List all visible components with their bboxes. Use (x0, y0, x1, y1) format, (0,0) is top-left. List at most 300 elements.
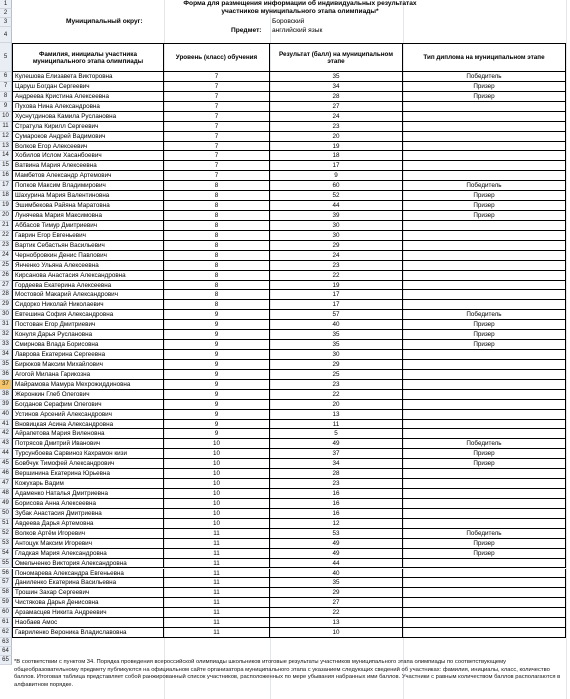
table-cell-name[interactable]: Арзамасцев Никита Андреевич (12, 608, 164, 618)
row-header[interactable]: 1 (0, 0, 12, 9)
table-cell-grade[interactable]: 8 (164, 221, 270, 231)
table-cell-score[interactable]: 16 (270, 489, 403, 499)
table-cell-score[interactable]: 17 (270, 300, 403, 310)
table-cell-type[interactable]: Призер (403, 459, 566, 469)
table-cell-grade[interactable]: 7 (164, 72, 270, 82)
table-cell-type[interactable] (403, 479, 566, 489)
row-header[interactable]: 39 (0, 400, 12, 410)
table-cell-grade[interactable]: 11 (164, 618, 270, 628)
table-cell-grade[interactable]: 11 (164, 569, 270, 579)
table-cell-score[interactable]: 23 (270, 261, 403, 271)
table-cell-grade[interactable]: 8 (164, 241, 270, 251)
row-header[interactable]: 4 (0, 27, 12, 43)
row-header[interactable]: 58 (0, 588, 12, 598)
table-cell-type[interactable] (403, 519, 566, 529)
table-cell-score[interactable]: 35 (270, 330, 403, 340)
table-cell-name[interactable]: Наобаев Амос (12, 618, 164, 628)
table-cell-name[interactable]: Айрапетова Мария Виленовна (12, 429, 164, 439)
table-cell-score[interactable]: 29 (270, 588, 403, 598)
table-cell-type[interactable]: Победитель (403, 72, 566, 82)
table-cell-name[interactable]: Хобилов Ислом Хасанбоевич (12, 151, 164, 161)
table-cell-name[interactable]: Евтешина София Александровна (12, 310, 164, 320)
table-cell-score[interactable]: 18 (270, 151, 403, 161)
district-value[interactable]: Боровский (272, 18, 305, 25)
table-cell-score[interactable]: 24 (270, 251, 403, 261)
row-header[interactable]: 22 (0, 231, 12, 241)
row-header[interactable]: 42 (0, 429, 12, 439)
table-cell-grade[interactable]: 10 (164, 449, 270, 459)
table-cell-score[interactable]: 30 (270, 350, 403, 360)
row-header[interactable]: 60 (0, 608, 12, 618)
table-cell-score[interactable]: 49 (270, 439, 403, 449)
row-header[interactable]: 55 (0, 559, 12, 569)
row-header[interactable]: 24 (0, 251, 12, 261)
table-cell-grade[interactable]: 9 (164, 320, 270, 330)
table-cell-grade[interactable]: 8 (164, 290, 270, 300)
table-cell-name[interactable]: Агогой Милана Гарикозна (12, 370, 164, 380)
table-cell-type[interactable] (403, 300, 566, 310)
table-cell-score[interactable]: 35 (270, 72, 403, 82)
table-cell-grade[interactable]: 7 (164, 161, 270, 171)
table-cell-type[interactable] (403, 112, 566, 122)
table-cell-grade[interactable]: 7 (164, 82, 270, 92)
table-cell-score[interactable]: 25 (270, 370, 403, 380)
row-header[interactable]: 49 (0, 499, 12, 509)
table-cell-type[interactable] (403, 509, 566, 519)
table-cell-name[interactable]: Хуснутдинова Камила Руслановна (12, 112, 164, 122)
table-cell-type[interactable]: Призер (403, 539, 566, 549)
table-cell-score[interactable]: 27 (270, 598, 403, 608)
row-header[interactable]: 5 (0, 43, 12, 72)
table-cell-score[interactable]: 40 (270, 320, 403, 330)
table-cell-name[interactable]: Шахурина Мария Валентиновна (12, 191, 164, 201)
table-cell-score[interactable]: 44 (270, 559, 403, 569)
table-cell-grade[interactable]: 8 (164, 201, 270, 211)
table-cell-type[interactable] (403, 588, 566, 598)
table-cell-score[interactable]: 60 (270, 181, 403, 191)
table-cell-score[interactable]: 22 (270, 608, 403, 618)
table-cell-grade[interactable]: 7 (164, 142, 270, 152)
table-cell-grade[interactable]: 8 (164, 191, 270, 201)
header-grade[interactable]: Уровень (класс) обучения (164, 43, 270, 72)
table-cell-name[interactable]: Мостовой Макарий Александрович (12, 290, 164, 300)
row-header[interactable]: 18 (0, 191, 12, 201)
table-cell-type[interactable] (403, 598, 566, 608)
table-cell-type[interactable] (403, 251, 566, 261)
table-cell-type[interactable] (403, 221, 566, 231)
table-cell-score[interactable]: 11 (270, 420, 403, 430)
table-cell-grade[interactable]: 7 (164, 112, 270, 122)
table-cell-name[interactable]: Авдеева Дарья Артемовна (12, 519, 164, 529)
table-cell-grade[interactable]: 8 (164, 261, 270, 271)
row-header[interactable]: 29 (0, 300, 12, 310)
table-cell-grade[interactable]: 9 (164, 330, 270, 340)
table-cell-type[interactable] (403, 410, 566, 420)
header-name[interactable]: Фамилия, инициалы участника муниципального этапа олимпиады (12, 43, 164, 72)
table-cell-name[interactable]: Гавриленко Вероника Владиславовна (12, 628, 164, 638)
row-header[interactable]: 27 (0, 281, 12, 291)
table-cell-type[interactable] (403, 132, 566, 142)
row-header[interactable]: 52 (0, 529, 12, 539)
table-cell-name[interactable]: Антоцук Максим Игоревич (12, 539, 164, 549)
table-cell-type[interactable] (403, 489, 566, 499)
table-cell-name[interactable]: Бовбчук Тимофей Александрович (12, 459, 164, 469)
table-cell-name[interactable]: Борисова Анна Алексеевна (12, 499, 164, 509)
table-cell-type[interactable]: Призер (403, 320, 566, 330)
table-cell-name[interactable]: Волков Егор Алексеевич (12, 142, 164, 152)
table-cell-name[interactable]: Вартик Себастьян Васильевич (12, 241, 164, 251)
table-cell-grade[interactable]: 8 (164, 300, 270, 310)
table-cell-name[interactable]: Аббасов Тимур Дмитриевич (12, 221, 164, 231)
table-cell-type[interactable] (403, 171, 566, 181)
row-header[interactable]: 41 (0, 420, 12, 430)
table-cell-score[interactable]: 28 (270, 469, 403, 479)
table-cell-score[interactable]: 40 (270, 569, 403, 579)
table-cell-score[interactable]: 20 (270, 132, 403, 142)
table-cell-grade[interactable]: 10 (164, 489, 270, 499)
table-cell-type[interactable] (403, 559, 566, 569)
table-cell-score[interactable]: 27 (270, 102, 403, 112)
row-header[interactable]: 48 (0, 489, 12, 499)
table-cell-name[interactable]: Омельченко Виктория Александровна (12, 559, 164, 569)
table-cell-name[interactable]: Ватвина Мария Алексеевна (12, 161, 164, 171)
table-cell-score[interactable]: 34 (270, 82, 403, 92)
table-cell-type[interactable]: Призер (403, 191, 566, 201)
table-cell-grade[interactable]: 11 (164, 628, 270, 638)
table-cell-score[interactable]: 35 (270, 340, 403, 350)
table-cell-name[interactable]: Богданов Серафим Олегович (12, 400, 164, 410)
row-header[interactable]: 61 (0, 618, 12, 628)
table-cell-type[interactable] (403, 231, 566, 241)
table-cell-grade[interactable]: 9 (164, 429, 270, 439)
table-cell-score[interactable]: 20 (270, 400, 403, 410)
row-header[interactable]: 59 (0, 598, 12, 608)
subject-value[interactable]: английский язык (272, 27, 323, 34)
table-cell-name[interactable]: Эшимбекова Райяна Маратовна (12, 201, 164, 211)
table-cell-grade[interactable]: 10 (164, 459, 270, 469)
table-cell-type[interactable] (403, 608, 566, 618)
table-cell-score[interactable]: 28 (270, 92, 403, 102)
table-cell-type[interactable]: Призер (403, 92, 566, 102)
table-cell-grade[interactable]: 7 (164, 92, 270, 102)
table-cell-type[interactable] (403, 122, 566, 132)
table-cell-grade[interactable]: 9 (164, 360, 270, 370)
table-cell-name[interactable]: Потрясов Дмитрий Иванович (12, 439, 164, 449)
table-cell-score[interactable]: 23 (270, 380, 403, 390)
table-cell-name[interactable]: Сидорко Николай Николаевич (12, 300, 164, 310)
table-cell-score[interactable]: 34 (270, 459, 403, 469)
table-cell-grade[interactable]: 11 (164, 598, 270, 608)
row-header[interactable]: 57 (0, 578, 12, 588)
row-header[interactable]: 20 (0, 211, 12, 221)
row-header[interactable]: 47 (0, 479, 12, 489)
row-header[interactable]: 51 (0, 519, 12, 529)
row-header[interactable]: 63 (0, 638, 12, 647)
table-cell-score[interactable]: 39 (270, 211, 403, 221)
table-cell-name[interactable]: Чернобровкин Денис Павлович (12, 251, 164, 261)
header-type[interactable]: Тип диплома на муниципальном этапе (403, 43, 566, 72)
row-header[interactable]: 26 (0, 271, 12, 281)
table-cell-name[interactable]: Бирюков Максим Михайлович (12, 360, 164, 370)
header-score[interactable]: Результат (балл) на муниципальном этапе (270, 43, 403, 72)
table-cell-type[interactable] (403, 281, 566, 291)
table-cell-grade[interactable]: 7 (164, 102, 270, 112)
table-cell-score[interactable]: 16 (270, 509, 403, 519)
table-cell-score[interactable]: 52 (270, 191, 403, 201)
table-cell-score[interactable]: 22 (270, 271, 403, 281)
row-header[interactable]: 37 (0, 380, 12, 390)
row-header[interactable]: 64 (0, 647, 12, 656)
table-cell-grade[interactable]: 10 (164, 479, 270, 489)
table-cell-grade[interactable]: 8 (164, 271, 270, 281)
table-cell-grade[interactable]: 11 (164, 578, 270, 588)
table-cell-type[interactable]: Призер (403, 549, 566, 559)
row-header[interactable]: 10 (0, 112, 12, 122)
table-cell-grade[interactable]: 10 (164, 469, 270, 479)
table-cell-name[interactable]: Гаврин Егор Евгеньевич (12, 231, 164, 241)
table-cell-score[interactable]: 30 (270, 231, 403, 241)
row-header[interactable]: 17 (0, 181, 12, 191)
table-cell-score[interactable]: 19 (270, 142, 403, 152)
table-cell-score[interactable]: 44 (270, 201, 403, 211)
table-cell-score[interactable]: 9 (270, 171, 403, 181)
table-cell-grade[interactable]: 9 (164, 350, 270, 360)
table-cell-score[interactable]: 53 (270, 529, 403, 539)
row-header[interactable]: 12 (0, 132, 12, 142)
row-header[interactable]: 45 (0, 459, 12, 469)
row-header[interactable]: 50 (0, 509, 12, 519)
row-header[interactable]: 11 (0, 122, 12, 132)
row-header[interactable]: 32 (0, 330, 12, 340)
table-cell-type[interactable]: Призер (403, 449, 566, 459)
table-cell-score[interactable]: 35 (270, 578, 403, 588)
table-cell-type[interactable] (403, 261, 566, 271)
table-cell-name[interactable]: Гордеева Екатерина Алексеевна (12, 281, 164, 291)
table-cell-score[interactable]: 57 (270, 310, 403, 320)
table-cell-name[interactable]: Сумароков Андрей Вадимович (12, 132, 164, 142)
table-cell-type[interactable]: Победитель (403, 529, 566, 539)
row-header[interactable]: 23 (0, 241, 12, 251)
table-cell-type[interactable]: Призер (403, 82, 566, 92)
table-cell-grade[interactable]: 10 (164, 519, 270, 529)
table-cell-grade[interactable]: 9 (164, 380, 270, 390)
table-cell-grade[interactable]: 7 (164, 171, 270, 181)
table-cell-grade[interactable]: 10 (164, 499, 270, 509)
table-cell-type[interactable] (403, 380, 566, 390)
table-cell-type[interactable] (403, 400, 566, 410)
table-cell-type[interactable] (403, 578, 566, 588)
row-header[interactable]: 2 (0, 9, 12, 18)
table-cell-grade[interactable]: 8 (164, 281, 270, 291)
row-header[interactable]: 34 (0, 350, 12, 360)
table-cell-grade[interactable]: 10 (164, 439, 270, 449)
table-cell-type[interactable] (403, 469, 566, 479)
row-header[interactable]: 44 (0, 449, 12, 459)
table-cell-type[interactable]: Призер (403, 330, 566, 340)
table-cell-score[interactable]: 17 (270, 161, 403, 171)
table-cell-name[interactable]: Гладкая Мария Александровна (12, 549, 164, 559)
table-cell-name[interactable]: Царуш Богдан Сергеевич (12, 82, 164, 92)
table-cell-type[interactable] (403, 151, 566, 161)
table-cell-name[interactable]: Устинов Арсений Александрович (12, 410, 164, 420)
table-cell-grade[interactable]: 9 (164, 370, 270, 380)
table-cell-type[interactable] (403, 628, 566, 638)
table-cell-grade[interactable]: 9 (164, 310, 270, 320)
table-cell-grade[interactable]: 11 (164, 608, 270, 618)
table-cell-type[interactable] (403, 429, 566, 439)
table-cell-score[interactable]: 49 (270, 549, 403, 559)
row-header[interactable]: 31 (0, 320, 12, 330)
table-cell-grade[interactable]: 8 (164, 211, 270, 221)
table-cell-name[interactable]: Смирнова Влада Борисовна (12, 340, 164, 350)
row-header[interactable]: 56 (0, 569, 12, 579)
table-cell-name[interactable]: Стратула Кирилл Сергеевич (12, 122, 164, 132)
table-cell-score[interactable]: 13 (270, 618, 403, 628)
table-cell-score[interactable]: 16 (270, 499, 403, 509)
table-cell-grade[interactable]: 8 (164, 181, 270, 191)
table-cell-type[interactable] (403, 271, 566, 281)
table-cell-score[interactable]: 29 (270, 360, 403, 370)
table-cell-name[interactable]: Чистякова Дарья Денисовна (12, 598, 164, 608)
table-cell-grade[interactable]: 11 (164, 539, 270, 549)
table-cell-name[interactable]: Зубак Анастасия Дмитриевна (12, 509, 164, 519)
table-cell-score[interactable]: 49 (270, 539, 403, 549)
table-cell-type[interactable]: Победитель (403, 310, 566, 320)
table-cell-score[interactable]: 37 (270, 449, 403, 459)
table-cell-grade[interactable]: 11 (164, 549, 270, 559)
table-cell-score[interactable]: 30 (270, 221, 403, 231)
table-cell-name[interactable]: Лунячева Мария Максимовна (12, 211, 164, 221)
table-cell-name[interactable]: Кожухарь Вадим (12, 479, 164, 489)
table-cell-score[interactable]: 22 (270, 390, 403, 400)
table-cell-name[interactable]: Даниленко Екатерина Васильевна (12, 578, 164, 588)
table-cell-type[interactable] (403, 390, 566, 400)
table-cell-type[interactable] (403, 370, 566, 380)
table-cell-name[interactable]: Трошин Захар Сергеевич (12, 588, 164, 598)
table-cell-type[interactable] (403, 142, 566, 152)
table-cell-name[interactable]: Вершинина Екатерина Юрьевна (12, 469, 164, 479)
table-cell-grade[interactable]: 9 (164, 400, 270, 410)
row-header[interactable]: 35 (0, 360, 12, 370)
row-header[interactable]: 46 (0, 469, 12, 479)
row-header[interactable]: 9 (0, 102, 12, 112)
table-cell-score[interactable]: 10 (270, 628, 403, 638)
table-cell-grade[interactable]: 11 (164, 559, 270, 569)
table-cell-name[interactable]: Андреева Кристина Алексеевна (12, 92, 164, 102)
row-header[interactable]: 13 (0, 142, 12, 152)
row-header[interactable]: 15 (0, 161, 12, 171)
table-cell-grade[interactable]: 9 (164, 340, 270, 350)
row-header[interactable]: 36 (0, 370, 12, 380)
row-header[interactable]: 43 (0, 439, 12, 449)
table-cell-name[interactable]: Вновицкая Асина Александровна (12, 420, 164, 430)
row-header[interactable]: 6 (0, 72, 12, 82)
row-header[interactable]: 65 (0, 656, 12, 665)
table-cell-grade[interactable]: 11 (164, 529, 270, 539)
row-header[interactable]: 40 (0, 410, 12, 420)
district-label: Муниципальный округ: (66, 18, 143, 25)
table-cell-type[interactable]: Победитель (403, 439, 566, 449)
table-cell-name[interactable]: Пухова Нина Александровна (12, 102, 164, 112)
table-cell-name[interactable]: Кирсанова Анастасия Александровна (12, 271, 164, 281)
table-cell-name[interactable]: Лаврова Екатерина Сергеевна (12, 350, 164, 360)
table-cell-score[interactable]: 19 (270, 281, 403, 291)
row-header[interactable]: 38 (0, 390, 12, 400)
table-cell-name[interactable]: Кулешова Елизавета Викторовна (12, 72, 164, 82)
row-header[interactable]: 54 (0, 549, 12, 559)
table-cell-type[interactable] (403, 350, 566, 360)
row-header[interactable]: 8 (0, 92, 12, 102)
table-cell-grade[interactable]: 8 (164, 231, 270, 241)
row-header[interactable]: 28 (0, 290, 12, 300)
row-header[interactable]: 19 (0, 201, 12, 211)
table-cell-grade[interactable]: 8 (164, 251, 270, 261)
table-cell-name[interactable]: Волков Артём Игоревич (12, 529, 164, 539)
table-cell-name[interactable]: Майрамова Мамура Мехрожиддиновна (12, 380, 164, 390)
table-cell-grade[interactable]: 7 (164, 132, 270, 142)
table-cell-score[interactable]: 24 (270, 112, 403, 122)
row-header[interactable]: 16 (0, 171, 12, 181)
table-cell-name[interactable]: Жеронкин Глеб Олегович (12, 390, 164, 400)
table-cell-name[interactable]: Конуля Дарья Руслановна (12, 330, 164, 340)
row-header[interactable]: 62 (0, 628, 12, 638)
table-cell-score[interactable]: 23 (270, 122, 403, 132)
table-cell-score[interactable]: 17 (270, 290, 403, 300)
table-cell-grade[interactable]: 7 (164, 151, 270, 161)
table-cell-name[interactable]: Турсунбоева Сарвиноз Кахрамон кизи (12, 449, 164, 459)
table-cell-type[interactable]: Призер (403, 201, 566, 211)
table-cell-score[interactable]: 5 (270, 429, 403, 439)
table-cell-name[interactable]: Пономарева Александра Евгеньевна (12, 569, 164, 579)
table-cell-type[interactable]: Призер (403, 340, 566, 350)
table-cell-name[interactable]: Постован Егор Дмитриевич (12, 320, 164, 330)
table-cell-grade[interactable]: 11 (164, 588, 270, 598)
table-cell-type[interactable] (403, 102, 566, 112)
table-cell-type[interactable] (403, 161, 566, 171)
table-cell-grade[interactable]: 9 (164, 420, 270, 430)
row-header[interactable]: 33 (0, 340, 12, 350)
table-cell-type[interactable] (403, 569, 566, 579)
table-cell-score[interactable]: 29 (270, 241, 403, 251)
table-cell-type[interactable]: Призер (403, 211, 566, 221)
table-cell-type[interactable] (403, 290, 566, 300)
table-cell-name[interactable]: Янченко Ульяна Алексеевна (12, 261, 164, 271)
table-cell-type[interactable]: Победитель (403, 181, 566, 191)
table-cell-name[interactable]: Попков Максим Владимирович (12, 181, 164, 191)
row-header[interactable]: 25 (0, 261, 12, 271)
row-header[interactable]: 14 (0, 151, 12, 161)
table-cell-score[interactable]: 12 (270, 519, 403, 529)
table-cell-type[interactable] (403, 618, 566, 628)
row-header[interactable]: 21 (0, 221, 12, 231)
row-header[interactable]: 53 (0, 539, 12, 549)
table-cell-type[interactable] (403, 420, 566, 430)
table-cell-type[interactable] (403, 241, 566, 251)
table-cell-grade[interactable]: 7 (164, 122, 270, 132)
table-cell-type[interactable] (403, 360, 566, 370)
row-header[interactable]: 3 (0, 18, 12, 27)
row-header[interactable]: 30 (0, 310, 12, 320)
table-cell-name[interactable]: Адаменко Наталья Дмитриевна (12, 489, 164, 499)
table-cell-name[interactable]: Мамбетов Александр Артемович (12, 171, 164, 181)
table-cell-score[interactable]: 23 (270, 479, 403, 489)
table-cell-grade[interactable]: 10 (164, 509, 270, 519)
table-cell-grade[interactable]: 9 (164, 390, 270, 400)
row-header[interactable]: 7 (0, 82, 12, 92)
table-cell-type[interactable] (403, 499, 566, 509)
table-cell-score[interactable]: 13 (270, 410, 403, 420)
table-cell-grade[interactable]: 9 (164, 410, 270, 420)
